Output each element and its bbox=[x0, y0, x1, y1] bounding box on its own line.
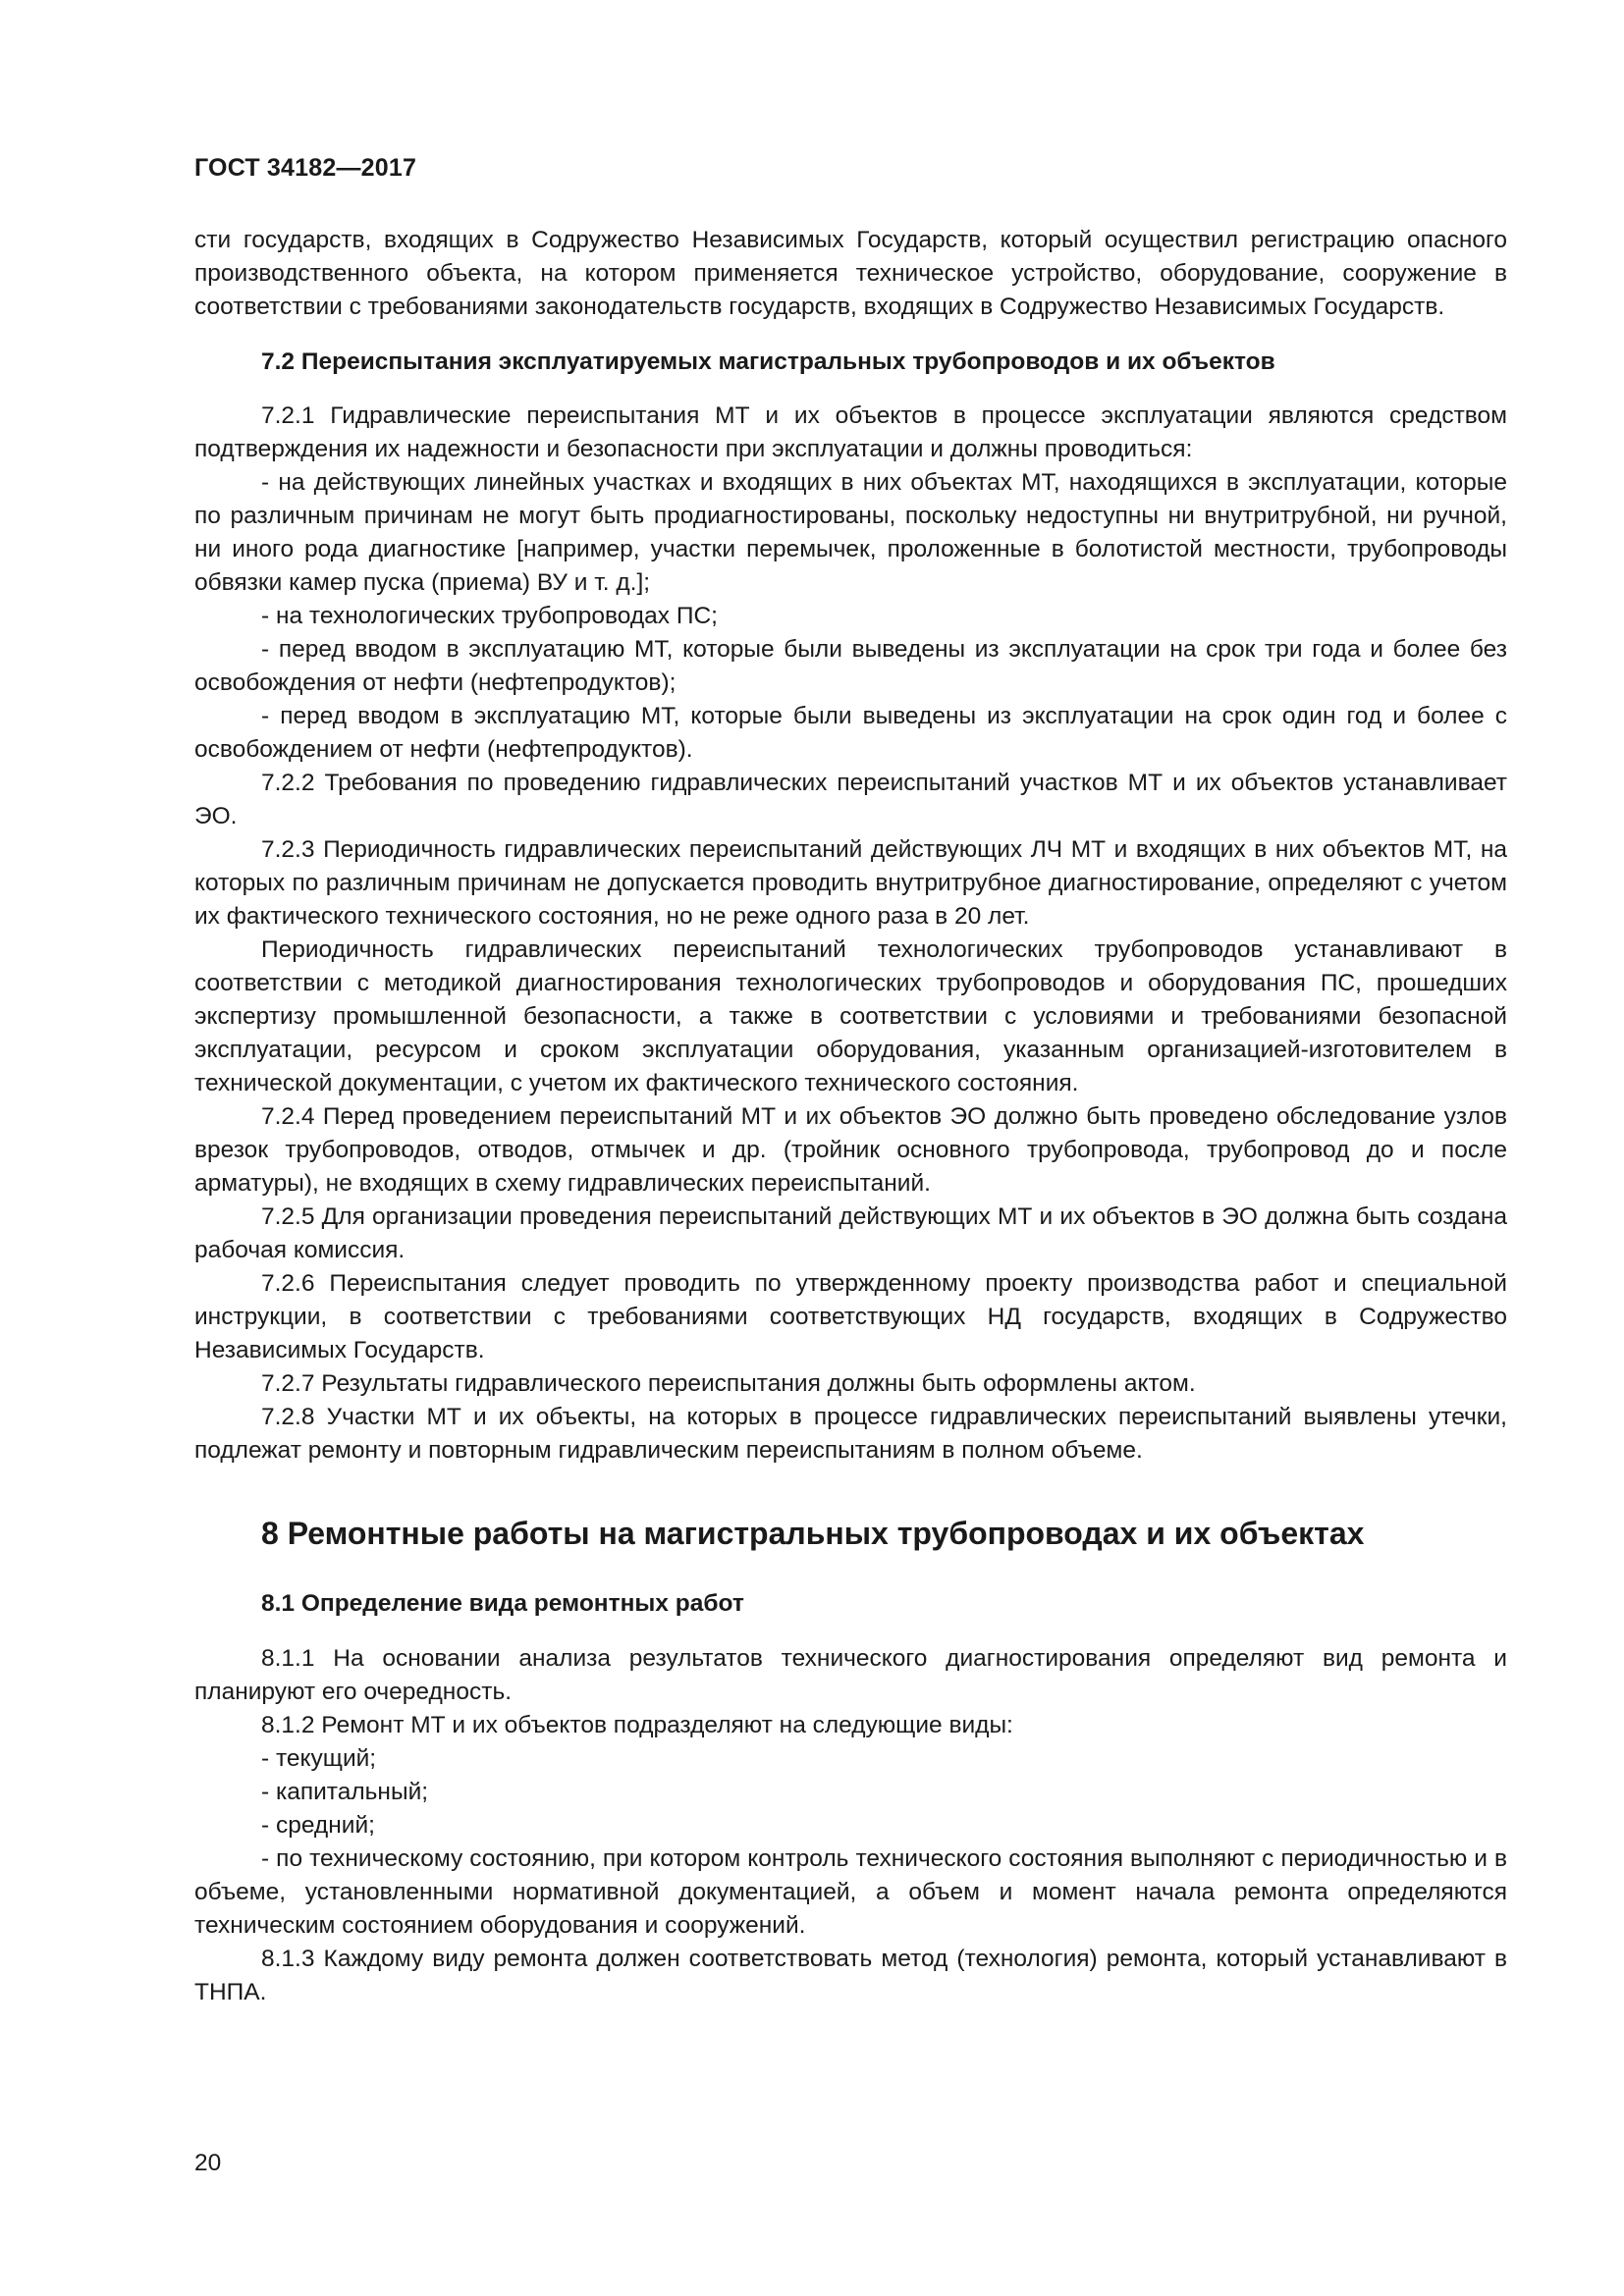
paragraph: 8.1.1 На основании анализа результатов технического диагностирования определяют вид ремонта и планируют его очередность. bbox=[194, 1645, 1507, 1705]
document-code: ГОСТ 34182—2017 bbox=[194, 154, 417, 182]
paragraph: 7.2.6 Переиспытания следует проводить по утвержденному проекту производства работ и специальной инструкции, в соответствии с требованиями соответствующих НД государств, входящих в Содружество Независимых Государств. bbox=[194, 1270, 1507, 1363]
paragraph: 7.2.5 Для организации проведения переиспытаний действующих МТ и их объектов в ЭО должна быть создана рабочая комиссия. bbox=[194, 1203, 1507, 1263]
list-item: - по техническому состоянию, при котором контроль технического состояния выполняют с периодичностью и в объеме, установленными нормативной документацией, а объем и момент начала ремонта определяются техническим состоянием оборудования и сооружений. bbox=[194, 1845, 1507, 1939]
paragraph: сти государств, входящих в Содружество Независимых Государств, который осуществил регистрацию опасного производственного объекта, на котором применяется техническое устройство, оборудование, сооружение в соответствии с требованиями законодательств государств, входящих в Содружество Независимых Государств. bbox=[194, 227, 1507, 320]
chapter-heading: 8 Ремонтные работы на магистральных трубопроводах и их объектах bbox=[261, 1516, 1365, 1551]
page-number: 20 bbox=[194, 2150, 222, 2176]
list-item: - перед вводом в эксплуатацию МТ, которые были выведены из эксплуатации на срок один год и более с освобождением от нефти (нефтепродуктов). bbox=[194, 703, 1507, 763]
paragraph: Периодичность гидравлических переиспытаний технологических трубопроводов устанавливают в соответствии с методикой диагностирования технологических трубопроводов и оборудования ПС, прошедших экспертизу промышленной безопасности, а также в соответствии с условиями и требованиями безопасной эксплуатации, ресурсом и сроком эксплуатации оборудования, указанным организацией-изготовителем в технической документации, с учетом их фактического технического состояния. bbox=[194, 936, 1507, 1096]
paragraph: 7.2.4 Перед проведением переиспытаний МТ и их объектов ЭО должно быть проведено обследование узлов врезок трубопроводов, отводов, отмычек и др. (тройник основного трубопровода, трубопровод до и после арматуры), не входящих в схему гидравлических переиспытаний. bbox=[194, 1103, 1507, 1197]
page-body bbox=[194, 224, 1507, 2009]
list-item: - на действующих линейных участках и входящих в них объектах МТ, находящихся в эксплуатации, которые по различным причинам не могут быть продиагностированы, поскольку недоступны ни внутритрубной, ни ручной, ни иного рода диагностике [например, участки перемычек, проложенные в болотистой местности, трубопроводы обвязки камер пуска (приема) ВУ и т. д.]; bbox=[194, 469, 1507, 596]
paragraph: 7.2.2 Требования по проведению гидравлических переиспытаний участков МТ и их объектов устанавливает ЭО. bbox=[194, 770, 1507, 829]
paragraph: 8.1.3 Каждому виду ремонта должен соответствовать метод (технология) ремонта, который устанавливают в ТНПА. bbox=[194, 1946, 1507, 2005]
list-item: - перед вводом в эксплуатацию МТ, которые были выведены из эксплуатации на срок три года и более без освобождения от нефти (нефтепродуктов); bbox=[194, 636, 1507, 696]
paragraph: 7.2.1 Гидравлические переиспытания МТ и их объектов в процессе эксплуатации являются средством подтверждения их надежности и безопасности при эксплуатации и должны проводиться: bbox=[194, 402, 1507, 462]
paragraph: 7.2.7 Результаты гидравлического переиспытания должны быть оформлены актом. bbox=[261, 1370, 1196, 1397]
list-item: - средний; bbox=[261, 1812, 375, 1839]
list-item: - капитальный; bbox=[261, 1779, 429, 1805]
section-heading: 8.1 Определение вида ремонтных работ bbox=[261, 1590, 744, 1617]
list-item: - текущий; bbox=[261, 1745, 377, 1772]
list-item: - на технологических трубопроводах ПС; bbox=[261, 603, 718, 629]
paragraph: 7.2.8 Участки МТ и их объекты, на которых в процессе гидравлических переиспытаний выявлены утечки, подлежат ремонту и повторным гидравлическим переиспытаниям в полном объеме. bbox=[194, 1404, 1507, 1464]
paragraph: 8.1.2 Ремонт МТ и их объектов подразделяют на следующие виды: bbox=[261, 1712, 1013, 1738]
paragraph: 7.2.3 Периодичность гидравлических переиспытаний действующих ЛЧ МТ и входящих в них объектов МТ, на которых по различным причинам не допускается проводить внутритрубное диагностирование, определяют с учетом их фактического технического состояния, но не реже одного раза в 20 лет. bbox=[194, 836, 1507, 930]
section-heading: 7.2 Переиспытания эксплуатируемых магистральных трубопроводов и их объектов bbox=[261, 348, 1275, 375]
